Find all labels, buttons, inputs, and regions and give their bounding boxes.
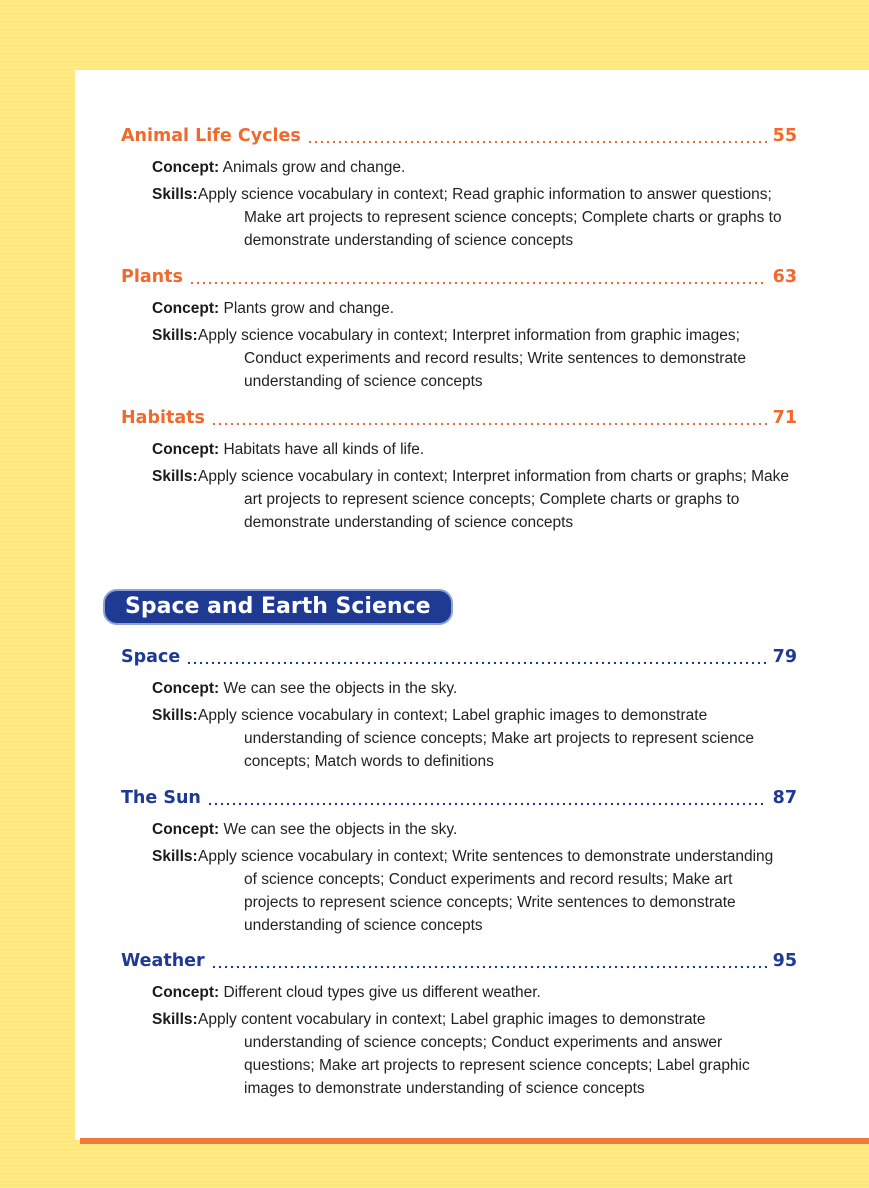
concept-text: Plants grow and change. (223, 300, 395, 317)
skills-text: Apply science vocabulary in context; Write sentences to demonstrate understanding of science concepts; Conduct experiments and record results; Make art projects to represent science concepts; Write sentences to demonstrate understanding of science concepts (198, 848, 774, 934)
entry-page-number: 87 (772, 788, 797, 808)
toc-entry-the-sun (121, 788, 797, 937)
skills-label: Skills: (152, 468, 198, 485)
skills-text: Apply science vocabulary in context; Interpret information from charts or graphs; Make art projects to represent science concepts; Complete charts or graphs to demonstrate understanding of science concepts (198, 468, 789, 531)
concept-line (121, 297, 797, 320)
concept-line (121, 677, 797, 700)
toc-entry-weather (121, 951, 797, 1100)
entry-heading[interactable] (121, 126, 797, 152)
concept-text: We can see the objects in the sky. (223, 821, 458, 838)
skills-block (121, 465, 797, 534)
dot-leader (186, 661, 766, 665)
skills-label: Skills: (152, 707, 198, 724)
toc-entry-plants (121, 267, 797, 393)
entry-title: Animal Life Cycles (121, 126, 301, 146)
skills-label: Skills: (152, 327, 198, 344)
concept-label: Concept: (152, 441, 220, 458)
page-sheet (75, 70, 869, 1140)
skills-block (121, 704, 797, 773)
skills-text: Apply content vocabulary in context; Label graphic images to demonstrate understanding of science concepts; Conduct experiments and answer questions; Make art projects to represent science concepts; Label graphic images to demonstrate understanding of science concepts (198, 1011, 750, 1097)
skills-text: Apply science vocabulary in context; Label graphic images to demonstrate understanding of science concepts; Make art projects to represent science concepts; Match words to definitions (198, 707, 755, 770)
dot-leader (211, 422, 767, 426)
entry-page-number: 95 (772, 951, 797, 971)
section-banner-space-earth-science: Space and Earth Science (103, 589, 453, 625)
dot-leader (307, 140, 767, 144)
dot-leader (211, 965, 767, 969)
bottom-rule (80, 1138, 869, 1144)
dot-leader (207, 802, 767, 806)
toc-entry-space (121, 647, 797, 773)
concept-label: Concept: (152, 159, 220, 176)
concept-line (121, 438, 797, 461)
concept-text: Animals grow and change. (222, 159, 406, 176)
skills-text: Apply science vocabulary in context; Interpret information from graphic images; Conduct experiments and record results; Write sentences to demonstrate understanding of science concepts (198, 327, 746, 390)
skills-label: Skills: (152, 1011, 198, 1028)
skills-label: Skills: (152, 848, 198, 865)
concept-label: Concept: (152, 984, 220, 1001)
toc-entry-animal-life-cycles (121, 126, 797, 252)
entry-heading[interactable] (121, 408, 797, 434)
concept-line (121, 818, 797, 841)
entry-page-number: 71 (772, 408, 797, 428)
skills-label: Skills: (152, 186, 198, 203)
skills-block (121, 1008, 797, 1100)
concept-label: Concept: (152, 821, 220, 838)
entry-page-number: 79 (772, 647, 797, 667)
entry-page-number: 63 (772, 267, 797, 287)
entry-title: The Sun (121, 788, 201, 808)
entry-title: Weather (121, 951, 205, 971)
entry-page-number: 55 (772, 126, 797, 146)
skills-text: Apply science vocabulary in context; Read graphic information to answer questions; Make art projects to represent science concepts; Complete charts or graphs to demonstrate understanding of science concepts (198, 186, 782, 249)
entry-heading[interactable] (121, 267, 797, 293)
toc-entry-habitats (121, 408, 797, 534)
concept-line (121, 156, 797, 179)
dot-leader (189, 281, 767, 285)
entry-heading[interactable] (121, 647, 797, 673)
concept-line (121, 981, 797, 1004)
entry-title: Habitats (121, 408, 205, 428)
concept-label: Concept: (152, 680, 220, 697)
concept-label: Concept: (152, 300, 220, 317)
skills-block (121, 183, 797, 252)
skills-block (121, 324, 797, 393)
entry-title: Space (121, 647, 181, 667)
concept-text: Habitats have all kinds of life. (223, 441, 425, 458)
entry-heading[interactable] (121, 951, 797, 977)
concept-text: We can see the objects in the sky. (223, 680, 458, 697)
concept-text: Different cloud types give us different weather. (223, 984, 541, 1001)
skills-block (121, 845, 797, 937)
entry-heading[interactable] (121, 788, 797, 814)
entry-title: Plants (121, 267, 183, 287)
